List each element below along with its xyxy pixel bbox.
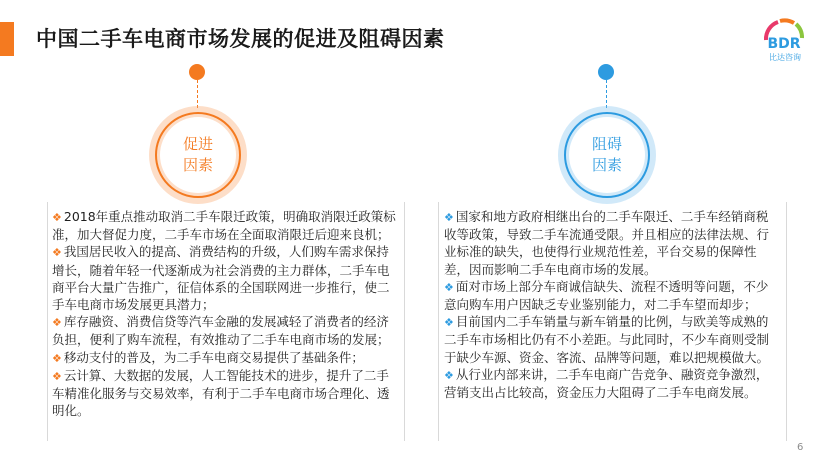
diamond-bullet-icon: ❖ bbox=[52, 316, 62, 330]
list-item-text: 库存融资、消费信贷等汽车金融的发展减轻了消费者的经济负担，便利了购车流程，有效推动了二手车电商市场的发展； bbox=[52, 314, 390, 348]
hinder-title-line2: 因素 bbox=[591, 156, 622, 174]
promote-pin-line bbox=[197, 80, 199, 108]
diamond-bullet-icon: ❖ bbox=[52, 246, 62, 260]
list-item bbox=[52, 313, 398, 348]
hinder-pin-line bbox=[606, 80, 608, 108]
logo-subtitle: 比达咨询 bbox=[769, 53, 801, 62]
list-item-text: 从行业内部来讲，二手车电商广告竞争、融资竞争激烈，营销支出占比较高，资金压力大阻碍了二手车电商发展。 bbox=[444, 366, 769, 401]
hinder-list bbox=[444, 208, 780, 401]
list-item-text: 国家和地方政府相继出台的二手车限迁、二手车经销商税收等政策，导致二手车流通受限。并且相应的法律法规、行业标准的缺失，也使得行业规范性差，平台交易的保障性差，因而影响二手车电商市场的发展。 bbox=[444, 209, 770, 277]
promote-title-line2: 因素 bbox=[182, 156, 213, 174]
page-number: 6 bbox=[797, 442, 804, 453]
frame-divider bbox=[438, 202, 439, 441]
logo-brand: BDR bbox=[767, 36, 801, 52]
title-accent-bar bbox=[0, 22, 14, 56]
list-item-text: 面对市场上部分车商诚信缺失、流程不透明等问题，不少意向购车用户因缺乏专业鉴别能力，对二手车望而却步； bbox=[444, 278, 769, 313]
frame-divider bbox=[786, 202, 787, 441]
promote-title-line1: 促进 bbox=[182, 135, 213, 153]
diamond-bullet-icon: ❖ bbox=[444, 280, 454, 294]
list-item bbox=[52, 243, 398, 313]
frame-divider bbox=[404, 202, 405, 441]
list-item bbox=[52, 367, 398, 420]
diamond-bullet-icon: ❖ bbox=[52, 211, 62, 224]
diamond-bullet-icon: ❖ bbox=[52, 369, 62, 383]
list-item bbox=[444, 366, 780, 401]
promote-list bbox=[52, 208, 398, 419]
diamond-bullet-icon: ❖ bbox=[444, 211, 454, 224]
list-item-text: 2018年重点推动取消二手车限迁政策，明确取消限迁政策标准，加大督促力度，二手车市场在全面取消限迁后迎来良机； bbox=[52, 209, 396, 243]
list-item-text: 目前国内二手车销量与新车销量的比例，与欧美等成熟的二手车市场相比仍有不小差距。与此同时，不少车商则受制于缺少车源、资金、客流、品牌等问题，难以把规模做大。 bbox=[444, 314, 770, 365]
hinder-pin-dot bbox=[598, 64, 614, 80]
hinder-title-line1: 阻碍 bbox=[591, 135, 622, 153]
list-item-text: 云计算、大数据的发展，人工智能技术的进步，提升了二手车精准化服务与交易效率，有利于二手车电商市场合理化、透明化。 bbox=[52, 367, 390, 419]
list-item bbox=[444, 208, 780, 278]
frame-divider bbox=[47, 202, 48, 441]
list-item-text: 移动支付的普及，为二手车电商交易提供了基础条件； bbox=[63, 349, 364, 365]
diamond-bullet-icon: ❖ bbox=[444, 368, 454, 382]
list-item bbox=[52, 349, 398, 367]
hinder-title bbox=[569, 117, 645, 193]
list-item bbox=[444, 278, 780, 313]
diamond-bullet-icon: ❖ bbox=[52, 351, 62, 365]
page-title: 中国二手车电商市场发展的促进及阻碍因素 bbox=[36, 27, 445, 51]
diamond-bullet-icon: ❖ bbox=[444, 316, 454, 330]
promote-title bbox=[160, 117, 236, 193]
list-item bbox=[444, 313, 780, 366]
promote-pin-dot bbox=[189, 64, 205, 80]
list-item-text: 我国居民收入的提高、消费结构的升级，人们购车需求保持增长，随着年轻一代逐渐成为社会消费的主力群体，二手车电商平台大量广告推广，征信体系的全国联网进一步推行，使二手车电商市场发展更具潜力； bbox=[52, 244, 390, 313]
list-item bbox=[52, 208, 398, 243]
